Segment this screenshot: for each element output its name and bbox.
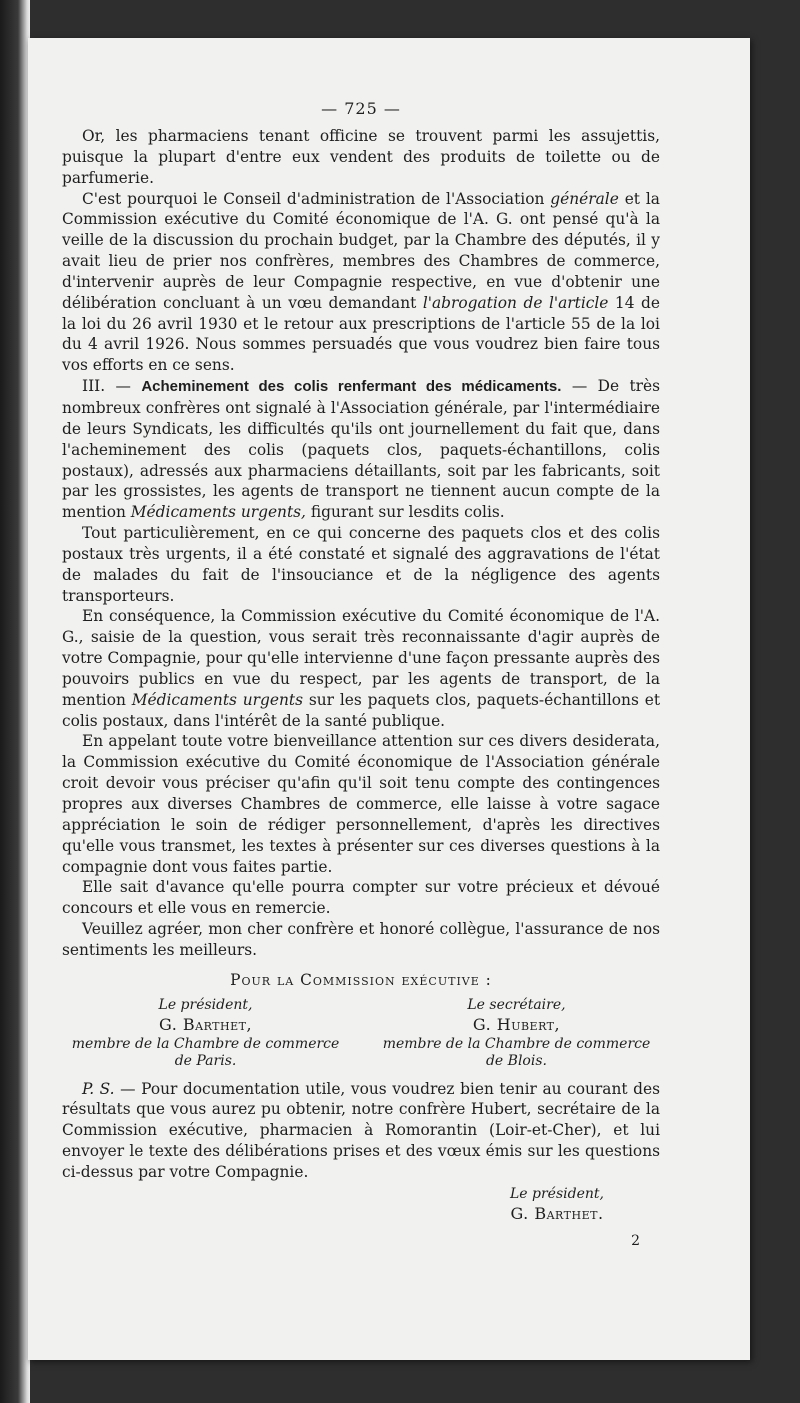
postscript-label: P. S. bbox=[82, 1079, 115, 1098]
signature-left-role-2: de Paris. bbox=[174, 1052, 237, 1069]
signature-right-title: Le secrétaire, bbox=[467, 996, 566, 1013]
paragraph-3 bbox=[62, 376, 660, 523]
section-heading: Acheminement des colis renfermant des médicaments. bbox=[141, 378, 562, 396]
signature-right-role-2: de Blois. bbox=[485, 1052, 547, 1069]
paragraph-3-italic: Médicaments urgents, bbox=[130, 503, 306, 522]
paragraph-3-text-b: figurant sur lesdits colis. bbox=[305, 503, 505, 522]
signature-left-title: Le président, bbox=[158, 996, 253, 1013]
paragraph-2 bbox=[62, 189, 660, 377]
paragraph-2-italic-b: l'abrogation de l'article bbox=[422, 293, 609, 312]
page-content bbox=[62, 98, 660, 1252]
postscript-text: — Pour documentation utile, vous voudrez bien tenir au courant des résultats que vous aurez pu obtenir, notre confrère Hubert, secrétaire de la Commission exécutive, pharmacien à Romorantin (Loir-et-Cher), et lui envoyer le texte des délibérations prises et des vœux émis sur les questions ci-dessus par votre Compagnie. bbox=[62, 1079, 660, 1181]
book-spine-edge bbox=[0, 0, 30, 1403]
paragraph-2-text-b: et la Commission exécutive du Comité économique de l'A. G. ont pensé qu'à la veille de la discussion du prochain budget, par la Chambre des députés, il y avait lieu de prier nos confrères, membres des Chambres de commerce, d'intervenir auprès de leur Compagnie respective, en vue d'obtenir une délibération concluant à un vœu demandant bbox=[62, 189, 660, 312]
signature-right bbox=[373, 997, 660, 1070]
paragraph-5-text-a: En conséquence, la Commission exécutive du Comité économique de l'A. G., saisie de la question, vous serait très reconnaissante d'agir auprès de votre Compagnie, pour qu'elle intervienne d'une façon pressante auprès des pouvoirs publics en vue du respect, par les agents de transport, de la mention bbox=[62, 607, 660, 709]
paragraph-5-text-b: sur les paquets clos, paquets-échantillons et colis postaux, dans l'intérêt de la santé publique. bbox=[62, 690, 661, 730]
signature-left bbox=[62, 997, 349, 1070]
final-signature-title: Le président, bbox=[510, 1185, 604, 1202]
signature-left-name: G. Barthet, bbox=[158, 1014, 253, 1034]
paragraph-1: Or, les pharmaciens tenant officine se trouvent parmi les assujettis, puisque la plupart d'entre eux vendent des produits de toilette ou de parfumerie. bbox=[62, 127, 660, 187]
paragraph-6: En appelant toute votre bienveillance attention sur ces divers desiderata, la Commission exécutive du Comité économique de l'Association générale croit devoir vous préciser qu'afin qu'il soit tenu compte des contingences propres aux diverses Chambres de commerce, elle laisse à votre sagace appréciation le soin de rédiger personnellement, d'après les directives qu'elle vous transmet, les textes à présenter sur ces diverses questions à la compagnie dont vous faites partie. bbox=[62, 732, 660, 876]
paragraph-4: Tout particulièrement, en ce qui concerne des paquets clos et des colis postaux très urgents, il a été constaté et signalé des aggravations de l'état de malades du fait de l'insouciance et de la négligence des agents transporteurs. bbox=[62, 524, 660, 605]
paragraph-7: Elle sait d'avance qu'elle pourra compter sur votre précieux et dévoué concours et elle vous en remercie. bbox=[62, 878, 660, 918]
final-signature-name: G. Barthet. bbox=[510, 1203, 604, 1223]
paragraph-5-italic: Médicaments urgents bbox=[131, 690, 303, 709]
final-signature bbox=[457, 1185, 657, 1225]
paragraph-2-text-c: 14 de la loi du 26 avril 1930 et le retour aux prescriptions de l'article 55 de la loi du 4 avril 1926. Nous sommes persuadés que vous voudrez bien faire tous vos efforts en ce sens. bbox=[62, 293, 660, 375]
document-page bbox=[28, 38, 750, 1360]
paragraph-8: Veuillez agréer, mon cher confrère et honoré collègue, l'assurance de nos sentiments les meilleurs. bbox=[62, 920, 660, 959]
paragraph-2-text-a: C'est pourquoi le Conseil d'administration de l'Association bbox=[82, 189, 551, 208]
signature-mark: 2 bbox=[631, 1232, 640, 1249]
section-number: III. — bbox=[82, 377, 142, 396]
signature-right-role-1: membre de la Chambre de commerce bbox=[382, 1035, 651, 1052]
signature-left-role-1: membre de la Chambre de commerce bbox=[71, 1035, 340, 1052]
paragraph-2-italic-a: générale bbox=[550, 189, 619, 208]
paragraph-3-text-a: — De très nombreux confrères ont signalé à l'Association générale, par l'intermédiaire de leurs Syndicats, les difficultés qu'ils ont journellement du fait que, dans l'acheminement des colis (paquets clos, paquets-échantillons, colis postaux), adressés aux pharmaciens détaillants, soit par les fabricants, soit par les grossistes, les agents de transport ne tiennent aucun compte de la mention bbox=[62, 377, 660, 522]
signature-block bbox=[62, 997, 660, 1070]
page-number: — 725 — bbox=[321, 99, 401, 118]
paragraph-5 bbox=[62, 606, 660, 731]
signature-right-name: G. Hubert, bbox=[472, 1014, 561, 1034]
postscript bbox=[62, 1079, 660, 1183]
commission-line: Pour la Commission exécutive : bbox=[230, 970, 492, 989]
